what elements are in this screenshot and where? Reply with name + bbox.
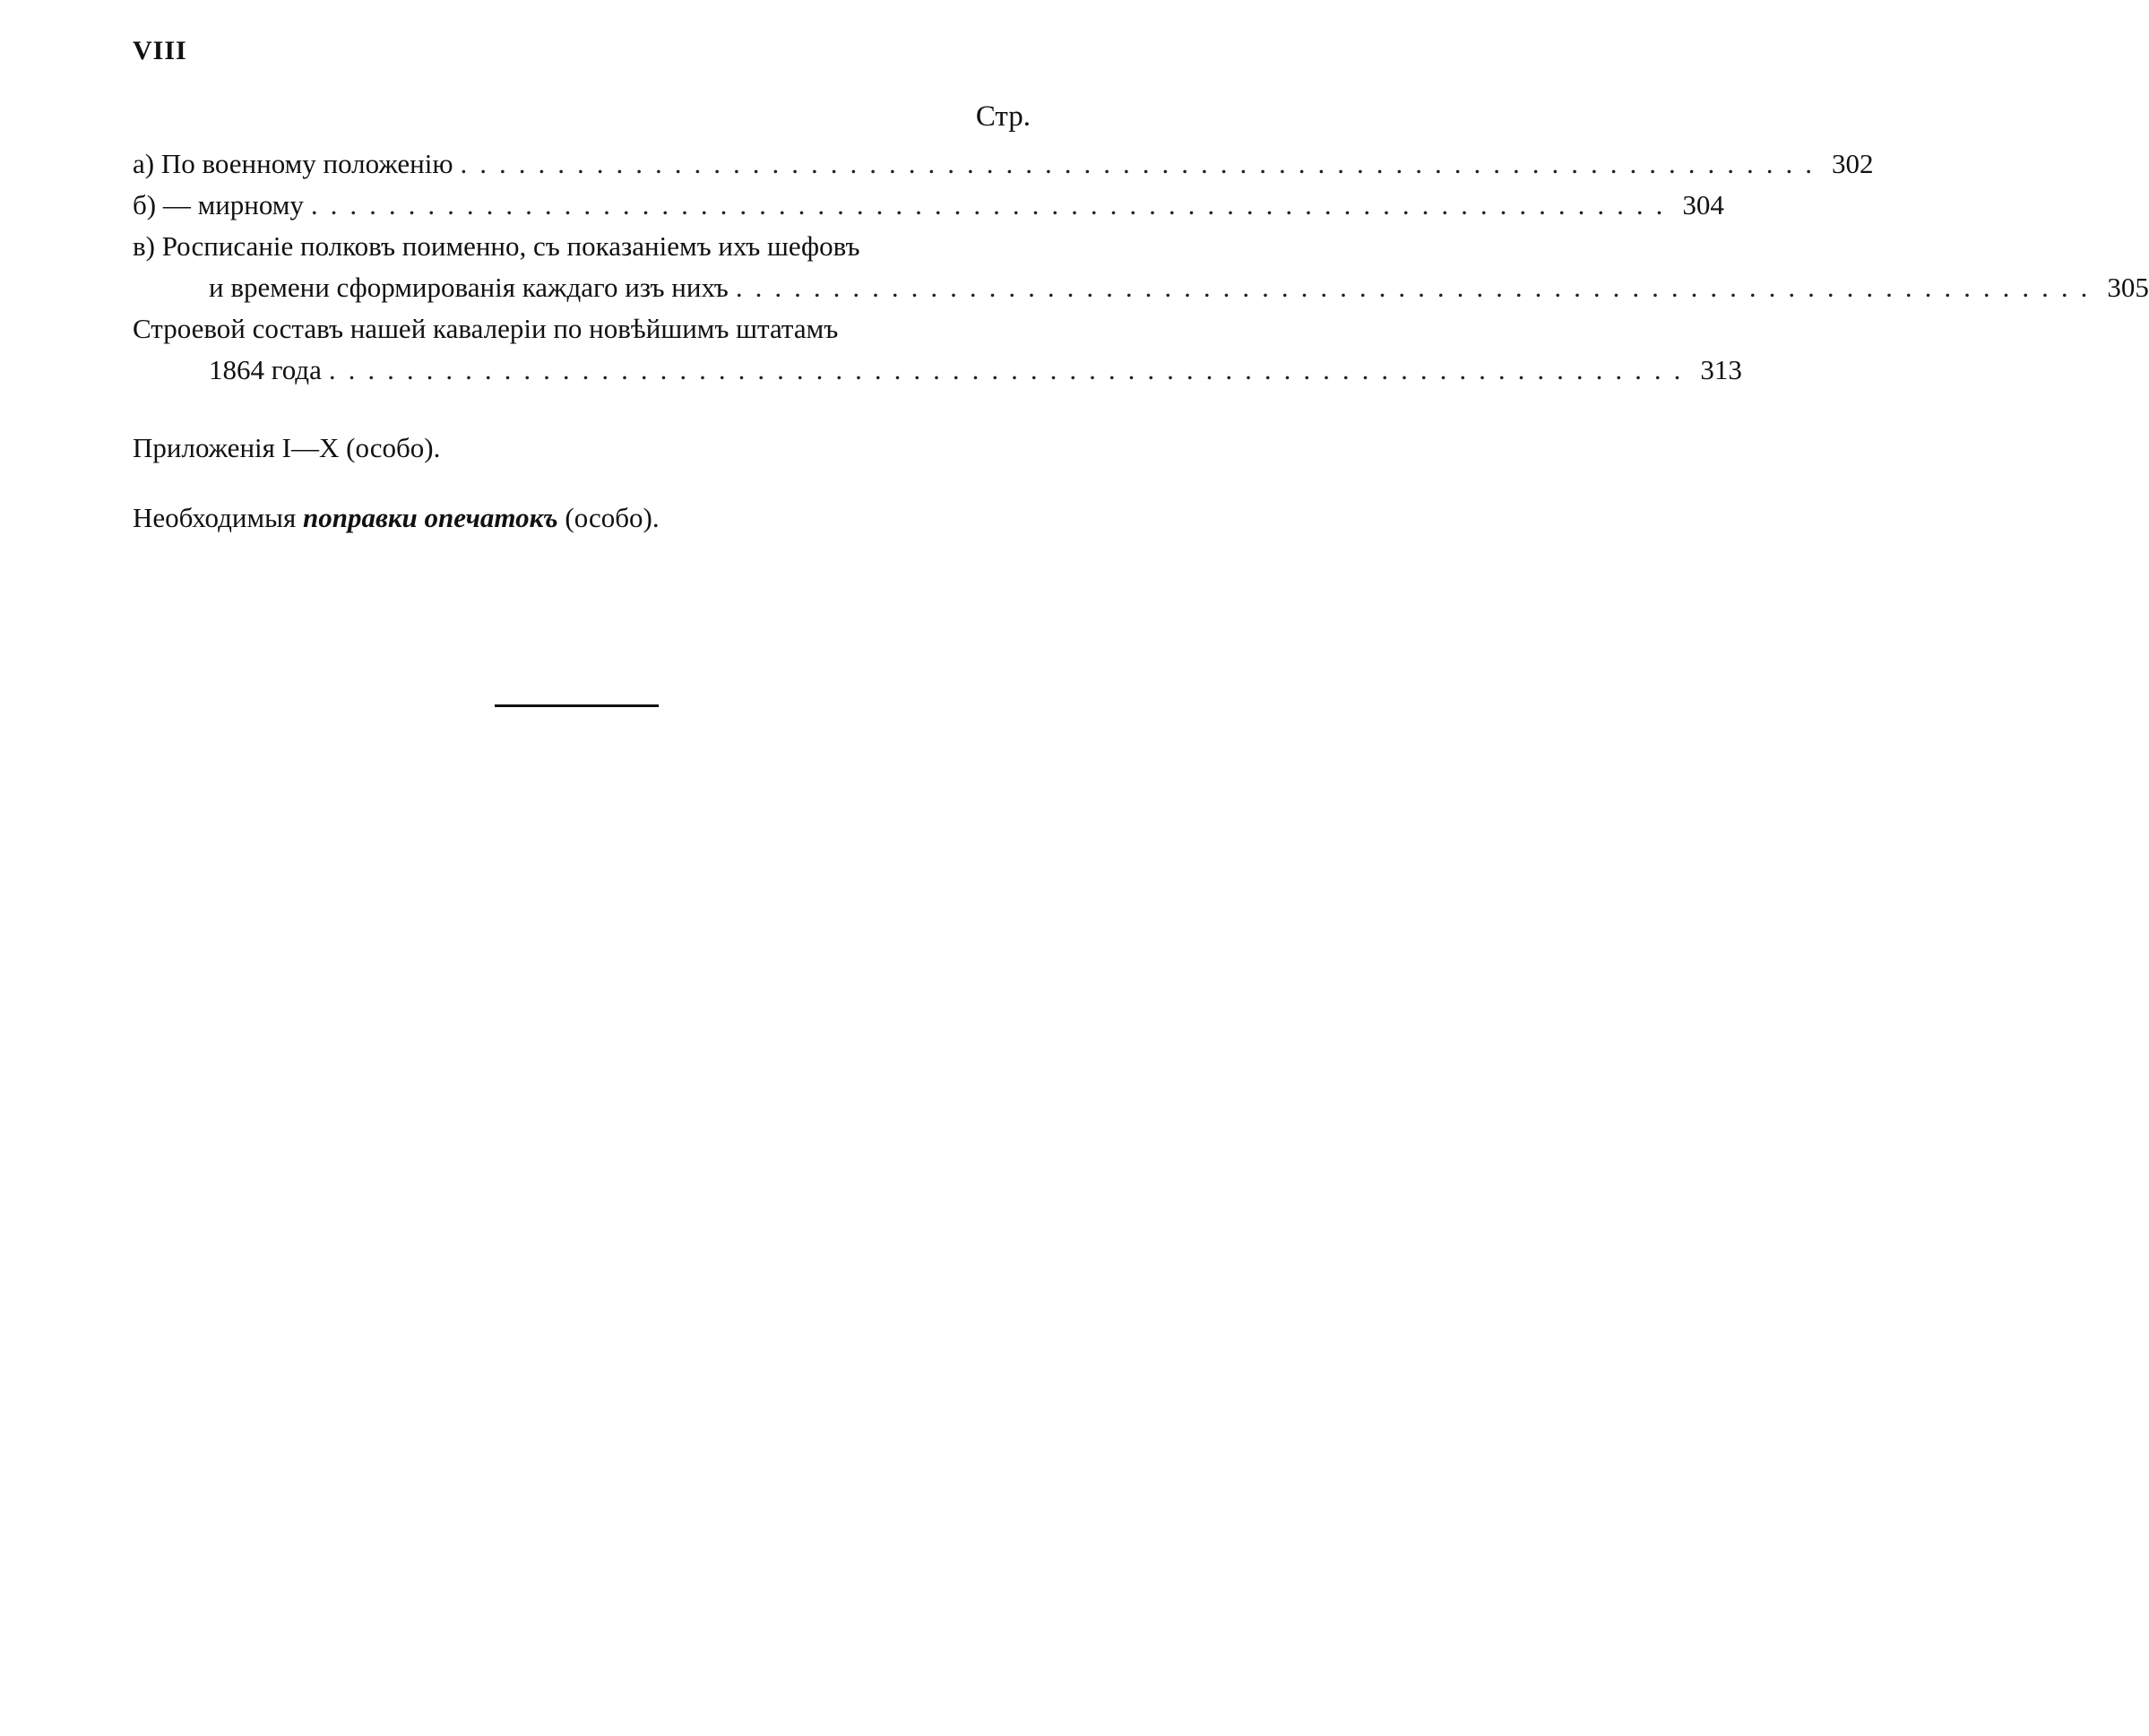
errata-italic: поправки опечатокъ [302, 502, 558, 533]
toc-entry-text: Строевой составъ нашей кавалеріи по новѣйшимъ штатамъ [133, 313, 839, 344]
toc-leader-dots: ...................................................................... [460, 148, 1825, 179]
toc-entry-text: и времени сформированія каждаго изъ нихъ [209, 272, 729, 303]
toc-entry-cavalry-composition [133, 308, 1031, 350]
toc-entry-page: 302 [1832, 148, 1874, 179]
toc-leader-dots: ...................................................................... [310, 189, 1676, 220]
toc-entry-page: 304 [1682, 189, 1724, 220]
toc-entry-regiment-list-continued [133, 267, 2149, 308]
end-rule-divider [495, 704, 659, 707]
toc-entry-military-establishment [133, 143, 1874, 185]
appendices-note: Приложенія I—X (особо). [133, 432, 441, 463]
toc-entry-peacetime-establishment [133, 185, 1724, 226]
toc-entry-text: б) — мирному [133, 189, 304, 220]
toc-entry-page: 305 [2107, 272, 2149, 303]
toc-entry-page: 313 [1700, 354, 1742, 385]
toc-entry-cavalry-composition-continued [133, 350, 1742, 391]
toc-leader-dots: ...................................................................... [735, 272, 2101, 303]
toc-leader-dots: ...................................................................... [328, 354, 1694, 385]
page-number: VIII [133, 36, 187, 65]
page-column-header: Стр. [975, 100, 1031, 133]
toc-entry-text: а) По военному положенію [133, 148, 453, 179]
errata-suffix: (особо). [565, 502, 660, 533]
toc-entry-text: в) Росписаніе полковъ поименно, съ показаніемъ ихъ шефовъ [133, 230, 860, 262]
errata-prefix: Необходимыя [133, 502, 297, 533]
errata-note [133, 502, 660, 534]
toc-entry-text: 1864 года [209, 354, 322, 385]
table-of-contents [133, 143, 2149, 391]
toc-entry-regiment-list [133, 226, 1031, 267]
